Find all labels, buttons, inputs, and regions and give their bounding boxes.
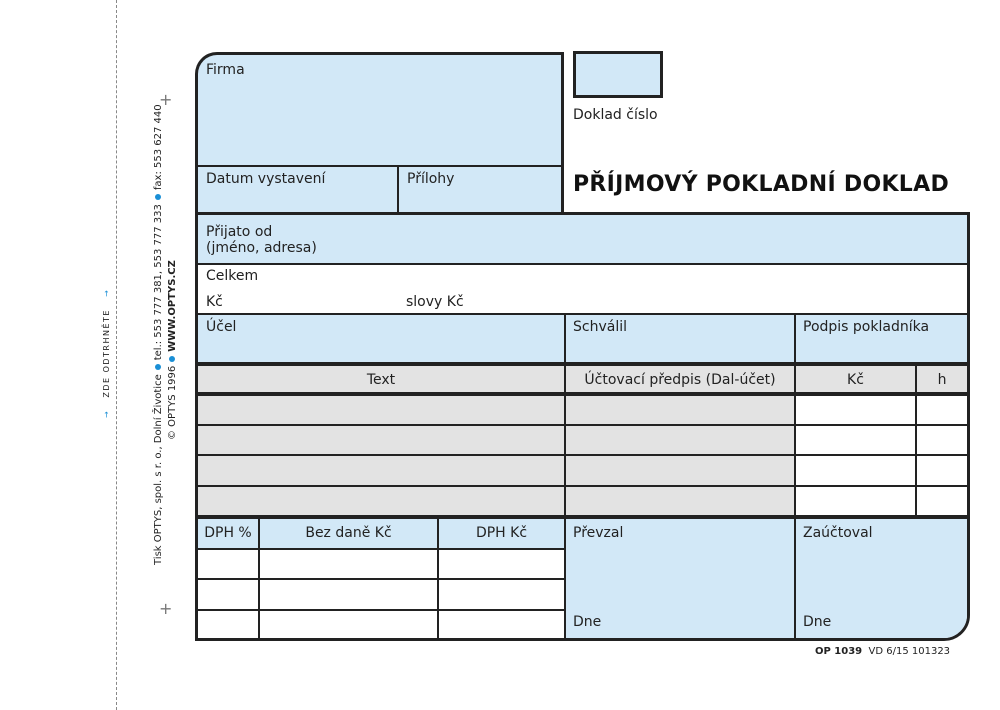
document-title: PŘÍJMOVÝ POKLADNÍ DOKLAD <box>573 172 950 197</box>
form-body <box>195 212 970 641</box>
prilohy-label: Přílohy <box>407 171 455 187</box>
printer-fax: fax: 553 627 440 <box>153 104 164 191</box>
column-dph-kc-label: DPH Kč <box>475 525 528 541</box>
schvalil-label: Schválil <box>573 319 627 335</box>
bullet-icon <box>169 356 175 362</box>
divider <box>198 454 967 456</box>
doklad-cislo-field[interactable] <box>573 51 663 98</box>
prevzal-dne-label: Dne <box>573 614 602 630</box>
form-code <box>815 646 950 657</box>
arrow-right-icon: → <box>102 288 111 297</box>
celkem-label: Celkem <box>206 268 259 284</box>
bullet-icon <box>155 364 161 370</box>
printer-web <box>167 260 178 440</box>
arrow-right-icon: → <box>102 409 111 418</box>
table-row[interactable] <box>198 487 967 515</box>
form-code-number: OP 1039 <box>815 646 863 657</box>
divider <box>198 424 967 426</box>
table-row[interactable] <box>198 426 967 454</box>
prijato-od-line1: Přijato od <box>206 224 273 240</box>
prijato-od-line2: (jméno, adresa) <box>206 240 317 256</box>
bullet-icon <box>155 194 161 200</box>
divider <box>564 315 566 362</box>
column-text-label: Text <box>366 372 396 388</box>
zauctoval-dne-label: Dne <box>803 614 832 630</box>
vat-row[interactable] <box>198 580 564 609</box>
registration-mark-icon: + <box>159 599 173 618</box>
tear-label: ZDE ODTRHNĚTE <box>102 309 111 398</box>
kc-label: Kč <box>206 294 223 310</box>
ucel-label: Účel <box>206 319 237 335</box>
printer-info <box>153 104 164 565</box>
datum-vystaveni-label: Datum vystavení <box>206 171 326 187</box>
printer-name: Tisk OPTYS, spol. s r. o., Dolní Životice <box>153 374 164 565</box>
table-row[interactable] <box>198 456 967 485</box>
column-kc-label: Kč <box>847 372 864 388</box>
slovy-kc-label: slovy Kč <box>406 294 464 310</box>
divider <box>437 519 439 641</box>
divider <box>794 366 796 515</box>
printer-tel: tel.: 553 777 381, 553 777 333 <box>153 204 164 361</box>
registration-mark-icon: + <box>159 90 173 109</box>
tear-instruction <box>102 289 111 418</box>
divider <box>198 485 967 487</box>
divider <box>564 366 566 515</box>
table-row[interactable] <box>198 396 967 424</box>
website-link[interactable]: WWW.OPTYS.CZ <box>167 260 178 352</box>
doklad-cislo-label: Doklad číslo <box>573 107 658 123</box>
divider <box>564 519 566 641</box>
form-version: VD 6/15 101323 <box>868 646 951 657</box>
prevzal-label: Převzal <box>573 525 624 541</box>
divider <box>258 519 260 641</box>
column-dph-percent-label: DPH % <box>204 525 252 541</box>
firma-label: Firma <box>206 62 245 78</box>
zauctoval-label: Zaúčtoval <box>803 525 873 541</box>
divider <box>561 52 564 214</box>
ucel-field[interactable] <box>198 315 564 362</box>
column-predpis-label: Účtovací předpis (Dal-účet) <box>584 372 776 388</box>
divider <box>794 315 796 362</box>
divider <box>794 519 796 641</box>
prijato-od-label <box>206 224 317 256</box>
celkem-field[interactable] <box>198 265 967 313</box>
column-bez-dane-label: Bez daně Kč <box>305 525 392 541</box>
tear-line <box>116 0 117 710</box>
copyright: © OPTYS 1996 <box>167 365 178 440</box>
vat-row[interactable] <box>198 611 564 639</box>
divider <box>915 366 917 515</box>
column-h-label: h <box>937 372 947 388</box>
vat-row[interactable] <box>198 550 564 578</box>
podpis-pokladnika-label: Podpis pokladníka <box>803 319 930 335</box>
